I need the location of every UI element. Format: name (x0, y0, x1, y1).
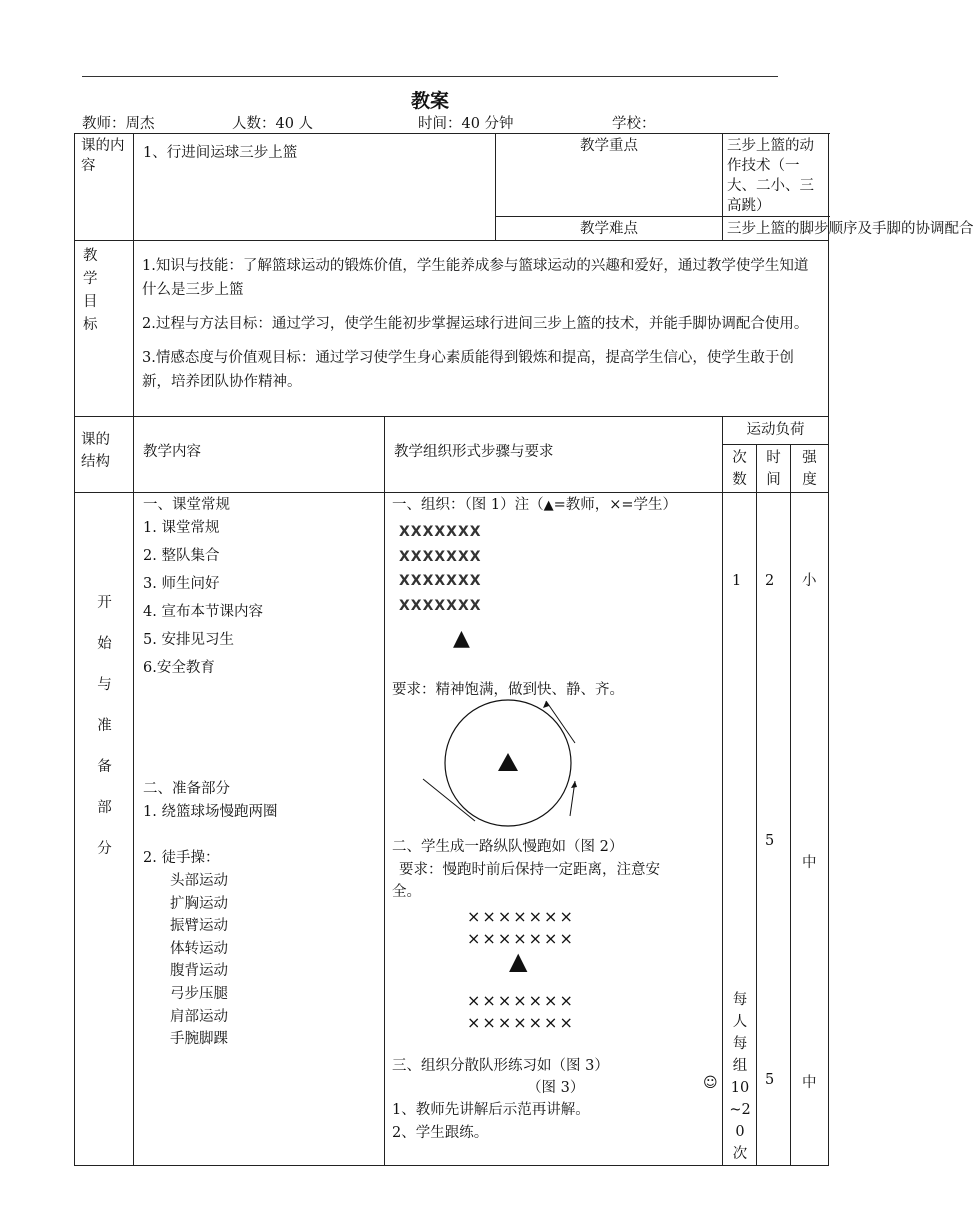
key-point-value: 三步上篮的动作技术（一大、二小、三高跳） (723, 134, 829, 217)
exercise-item: 弓步压腿 (170, 986, 228, 1002)
routine-item: 3. 师生问好 (143, 576, 220, 592)
exercise-item: 头部运动 (170, 873, 228, 889)
requirement-2b: 全。 (392, 884, 421, 900)
routine-item: 4. 宣布本节课内容 (143, 604, 263, 620)
times-header: 次数 (723, 445, 757, 493)
student-row: ××××××× (467, 991, 575, 1010)
times-note-char: 每 (732, 1036, 748, 1052)
exercise-item: 振臂运动 (170, 918, 228, 935)
requirement-2a: 要求：慢跑时前后保持一定距离，注意安 (399, 862, 660, 878)
goal-knowledge: 1.知识与技能：了解篮球运动的锻炼价值，学生能养成参与篮球运动的兴趣和爱好，通过教学使学生知道什么是三步上篮 (142, 258, 809, 298)
times-note-char: 次 (732, 1146, 748, 1162)
times-note-char: 组 (732, 1058, 748, 1074)
section-name-char: 分 (97, 841, 112, 857)
section-name-char: 部 (97, 800, 112, 816)
student-formation-row: XXXXXXX (399, 597, 482, 614)
student-formation-row: XXXXXXX (399, 524, 482, 540)
times-value: 1 (732, 573, 742, 589)
section-name (75, 493, 134, 1166)
routine-heading: 一、课堂常规 (143, 497, 230, 513)
intensity-header: 强度 (791, 445, 829, 493)
teaching-step-2: 2、学生跟练。 (392, 1125, 489, 1141)
direction-arrow (546, 701, 575, 743)
goals-content (134, 241, 829, 417)
intensity-column (791, 493, 829, 1166)
routine-item: 6.安全教育 (143, 660, 215, 676)
section-organization (385, 493, 723, 1166)
goal-process: 2.过程与方法目标：通过学习，使学生能初步掌握运球行进间三步上篮的技术，并能手脚协调配合使用。 (142, 316, 809, 332)
goals-label: 教学目标 (75, 241, 134, 417)
routine-item: 1. 课堂常规 (143, 520, 220, 536)
org-step-2: 二、学生成一路纵队慢跑如（图 2） (392, 839, 624, 855)
goal-emotion: 3.情感态度与价值观目标：通过学习使学生身心素质能得到锻炼和提高，提高学生信心，使学生敢于创新，培养团队协作精神。 (142, 350, 794, 390)
content-label: 课的内容 (75, 134, 134, 241)
organization-header: 教学组织形式步骤与要求 (385, 417, 723, 493)
exercise-item: 腹背运动 (170, 963, 228, 980)
lesson-plan-table (74, 133, 974, 1166)
key-point-label: 教学重点 (496, 134, 723, 217)
exercise-item: 手腕脚踝 (170, 1031, 228, 1048)
student-formation-row: XXXXXXX (399, 548, 482, 565)
top-rule (82, 76, 778, 77)
exercise-item: 肩部运动 (170, 1008, 228, 1025)
warmup-heading: 二、准备部分 (143, 781, 230, 797)
section-content (134, 493, 385, 1166)
section-name-char: 准 (97, 718, 112, 734)
smiley-icon: ☺ (703, 1075, 718, 1091)
requirement-1: 要求：精神饱满，做到快、静、齐。 (392, 682, 624, 698)
duration-value: 5 (765, 833, 775, 849)
intensity-value: 中 (802, 855, 817, 871)
section-name-char: 备 (97, 759, 112, 775)
teacher-triangle-icon: ▲ (543, 498, 554, 513)
page-title: 教案 (410, 90, 449, 112)
student-row: ××××××× (467, 929, 575, 948)
content-value: 1、行进间运球三步上篮 (134, 134, 496, 241)
class-time: 时间：40 分钟 (418, 116, 514, 132)
student-count: 人数：40 人 (232, 116, 314, 132)
difficulty-value: 三步上篮的脚步顺序及手脚的协调配合 (723, 217, 829, 241)
times-note-char: ~2 (729, 1102, 751, 1118)
student-row: ××××××× (467, 1013, 575, 1032)
teacher-triangle-icon: ▲ (509, 947, 528, 975)
student-row: ××××××× (467, 907, 575, 926)
teaching-step-1: 1、教师先讲解后示范再讲解。 (392, 1102, 590, 1118)
jog-item: 1. 绕篮球场慢跑两圈 (143, 804, 278, 820)
load-header: 运动负荷 (723, 417, 829, 445)
duration-value: 5 (765, 1072, 775, 1088)
duration-header: 时间 (757, 445, 791, 493)
figure-3-label: （图 3） (527, 1080, 585, 1096)
teacher-info: 教师：周杰 (82, 116, 155, 132)
exercise-item: 扩胸运动 (170, 895, 228, 912)
times-note-char: 10 (730, 1080, 750, 1096)
free-exercise-item: 2. 徒手操： (143, 850, 220, 866)
duration-value: 2 (765, 573, 775, 589)
routine-item: 2. 整队集合 (143, 548, 220, 564)
structure-header: 课的结构 (75, 417, 134, 493)
times-note-char: 每 (732, 992, 748, 1008)
org-step-3: 三、组织分散队形练习如（图 3） (392, 1058, 609, 1074)
difficulty-label: 教学难点 (496, 217, 723, 241)
exercise-item: 体转运动 (170, 940, 228, 957)
intensity-value: 小 (802, 573, 817, 589)
org-step-1: 一、组织：（图 1）注（▲=教师，×=学生） (392, 497, 678, 513)
running-circle-diagram (415, 699, 615, 829)
times-column (723, 493, 757, 1166)
section-name-char: 始 (97, 636, 112, 652)
times-note-char: 人 (732, 1014, 748, 1030)
content-header: 教学内容 (134, 417, 385, 493)
duration-column (757, 493, 791, 1166)
student-formation-row: XXXXXXX (399, 573, 482, 589)
section-name-char: 开 (97, 595, 112, 611)
teacher-triangle-icon (498, 753, 518, 771)
school-info: 学校： (612, 116, 656, 132)
intensity-value: 中 (802, 1075, 817, 1091)
routine-item: 5. 安排见习生 (143, 632, 234, 648)
times-note-char: 0 (735, 1124, 745, 1140)
teacher-triangle-icon: ▲ (453, 626, 470, 651)
section-name-char: 与 (97, 677, 112, 693)
